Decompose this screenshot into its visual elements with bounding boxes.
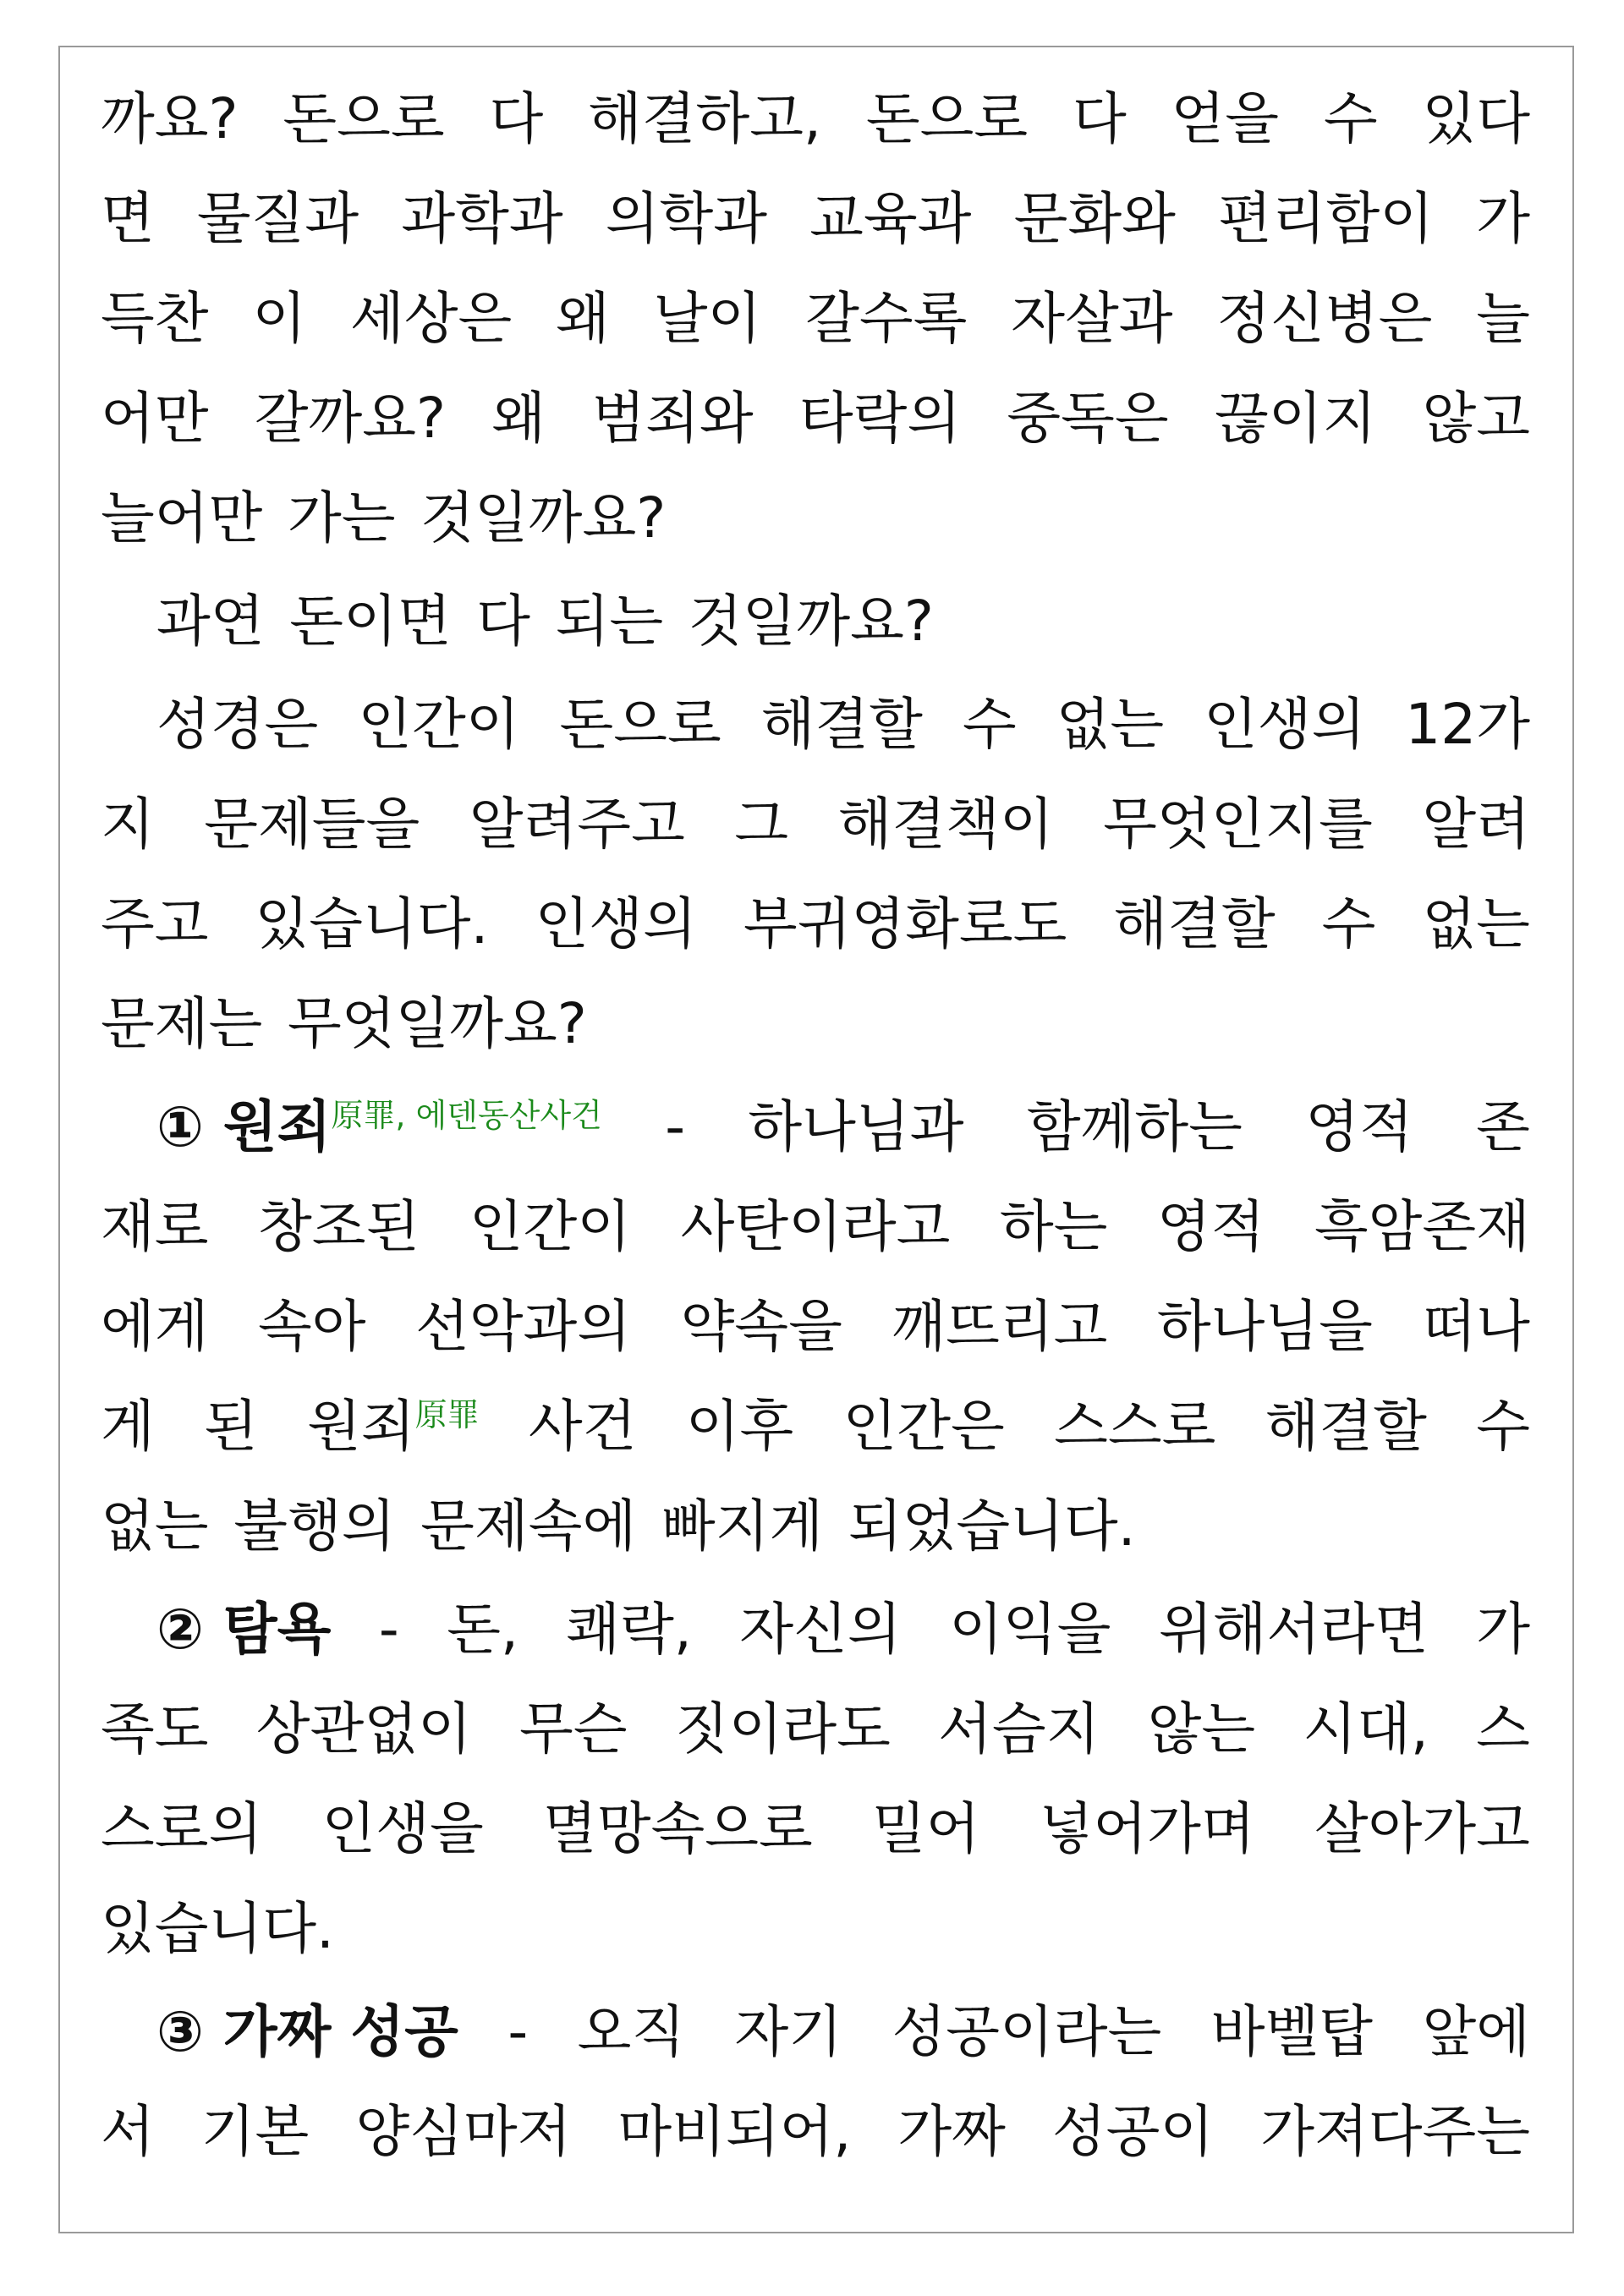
word: 인생의 — [535, 891, 697, 956]
word: 세상은 — [349, 286, 513, 351]
word: 성공이 — [1051, 2099, 1215, 2164]
word: 넣어가며 — [1039, 1796, 1255, 1861]
word: 문제는 — [101, 991, 263, 1056]
word: 무엇인지를 — [1103, 792, 1373, 857]
word: 함께하는 — [1026, 1094, 1243, 1159]
word: 알려주고 — [469, 792, 685, 857]
text-line — [101, 775, 1530, 874]
word: 돈으로 — [865, 86, 1029, 151]
word: 성경은 — [156, 692, 319, 757]
word: 가져다주는 — [1260, 2099, 1530, 2164]
word: 상관없이 — [255, 1696, 472, 1762]
document-body — [101, 69, 1530, 2182]
text-line — [101, 1879, 1530, 1979]
word: 자살과 — [1011, 286, 1173, 351]
word: 갈까요? — [254, 386, 447, 451]
word: 시대, — [1303, 1696, 1429, 1762]
word: 문화와 — [1013, 186, 1176, 251]
heading-line — [101, 1982, 1530, 2082]
word: 무슨 — [519, 1696, 628, 1762]
word: 가 — [1476, 1597, 1530, 1662]
word: 인생을 — [321, 1796, 484, 1861]
word: 하나님을 — [1156, 1294, 1373, 1359]
text-line — [101, 69, 1530, 169]
word: 갈수록 — [805, 286, 968, 351]
word: 가 — [1476, 186, 1530, 251]
word: 약속을 — [680, 1294, 842, 1359]
text-line — [101, 169, 1530, 269]
item-title: 가짜 성공 — [222, 1999, 458, 2064]
word: 어만 — [101, 386, 209, 451]
word: 없는 — [1422, 891, 1530, 956]
word: 하나님과 — [748, 1094, 964, 1159]
word: 재로 — [101, 1194, 209, 1259]
text-line — [101, 469, 1530, 568]
annotation-note: 原罪 — [414, 1396, 480, 1433]
text-line — [101, 1177, 1530, 1277]
word: 왜 — [556, 286, 610, 351]
word: 않고 — [1422, 386, 1530, 451]
word: 않는 — [1147, 1696, 1256, 1762]
word: 사탄이라고 — [680, 1194, 951, 1259]
word: 무엇일까요? — [287, 991, 587, 1056]
item-heading — [156, 1077, 602, 1177]
word: 하는 — [999, 1194, 1108, 1259]
text-line — [101, 675, 1530, 775]
word: 얻을 — [1171, 86, 1280, 151]
word: 과연 — [156, 589, 265, 654]
item-heading — [156, 1580, 331, 1680]
word: 과학과 — [401, 186, 563, 251]
word: 속아 — [258, 1294, 366, 1359]
word: 가는 — [287, 485, 396, 551]
word: 해결할 — [1113, 891, 1276, 956]
item-marker: ① — [156, 1094, 204, 1159]
word: 이 — [252, 286, 307, 351]
word: 쾌락, — [566, 1597, 692, 1662]
word: 앞에 — [1422, 1999, 1530, 2064]
word: - — [665, 1094, 686, 1159]
word: 떠나 — [1422, 1294, 1530, 1359]
word: 해결책이 — [837, 792, 1054, 857]
word: 있다 — [1422, 86, 1530, 151]
word: 밀어 — [871, 1796, 980, 1861]
item-marker: ③ — [156, 1999, 204, 2064]
word: 12가 — [1405, 692, 1530, 757]
word: 왜 — [491, 386, 546, 451]
word: 알려 — [1422, 792, 1530, 857]
text-line — [101, 369, 1530, 469]
word: 날이 — [653, 286, 762, 351]
word: 존 — [1476, 1094, 1530, 1159]
word: 되는 — [555, 589, 664, 654]
word: 멸망속으로 — [542, 1796, 813, 1861]
word: 없는 — [101, 1493, 209, 1559]
word: - — [508, 1999, 529, 2064]
text-line — [101, 2082, 1530, 2182]
word: 이익을 — [949, 1597, 1111, 1662]
heading-line — [101, 1580, 1530, 1680]
word: 짓이라도 — [674, 1696, 891, 1762]
word: 지 — [101, 792, 155, 857]
word: 양심마저 — [355, 2099, 572, 2164]
word: 수 — [1476, 1394, 1530, 1459]
word: 성공이라는 — [892, 1999, 1162, 2064]
word: 가짜 — [897, 2099, 1006, 2164]
word: 교육과 — [809, 186, 972, 251]
word: 돈, — [447, 1597, 518, 1662]
word: 되었습니다. — [848, 1493, 1136, 1559]
word-with-note — [307, 1377, 480, 1477]
word: 흑암존재 — [1314, 1194, 1530, 1259]
annotation-note: 原罪, 에덴동산사건 — [331, 1097, 602, 1134]
word: 그 — [734, 792, 789, 857]
word: 있습니다. — [101, 1896, 335, 1961]
word: 선악과의 — [415, 1294, 632, 1359]
text-line — [101, 1277, 1530, 1377]
word: 범죄와 — [591, 386, 754, 451]
heading-line — [101, 1077, 1530, 1177]
item-title: 탐욕 — [222, 1597, 332, 1662]
word: 해결하고, — [588, 86, 822, 151]
word: 된 — [204, 1394, 258, 1459]
word: 족도 — [101, 1696, 209, 1762]
word: 돈이면 — [289, 589, 452, 654]
word: 스로의 — [101, 1796, 263, 1861]
word: 빠지게 — [661, 1493, 824, 1559]
word: 문제속에 — [420, 1493, 637, 1559]
word: 창조된 — [258, 1194, 420, 1259]
text-line — [101, 874, 1530, 974]
word: 영적 — [1305, 1094, 1413, 1159]
text-line — [101, 974, 1530, 1074]
word: 인간은 — [842, 1394, 1005, 1459]
word: 다 — [476, 589, 530, 654]
word: 다 — [489, 86, 544, 151]
word: 돈으로 — [283, 86, 445, 151]
word: 돈으로 — [559, 692, 721, 757]
word: 정신병은 — [1216, 286, 1433, 351]
word: 없는 — [1056, 692, 1165, 757]
word: 스스로 — [1054, 1394, 1216, 1459]
word: 해결할 — [1265, 1394, 1427, 1459]
word: 끊이지 — [1214, 386, 1377, 451]
word: 불행의 — [233, 1493, 396, 1559]
word: 스 — [1476, 1696, 1530, 1762]
text-line — [101, 1779, 1530, 1879]
word: 물질과 — [196, 186, 359, 251]
word: 면 — [101, 186, 155, 251]
word: 게 — [101, 1394, 155, 1459]
text-line — [101, 572, 1530, 671]
word: 다 — [1072, 86, 1127, 151]
text-line — [101, 269, 1530, 369]
word: 있습니다. — [255, 891, 489, 956]
word: 사건 — [528, 1394, 637, 1459]
word: 바벨탑 — [1210, 1999, 1373, 2064]
word: 이후 — [685, 1394, 794, 1459]
word: 주고 — [101, 891, 209, 956]
word: 인간이 — [358, 692, 520, 757]
word: 늘 — [1476, 286, 1530, 351]
word: 득찬 — [101, 286, 209, 351]
word: 서 — [101, 2099, 155, 2164]
word: 서슴지 — [938, 1696, 1100, 1762]
word: 위해서라면 — [1158, 1597, 1429, 1662]
item-title: 원죄 — [222, 1094, 332, 1159]
word: 중독은 — [1007, 386, 1169, 451]
word: 것일까요? — [420, 485, 667, 551]
word: 인생의 — [1204, 692, 1366, 757]
word: 원죄 — [307, 1394, 415, 1459]
word: 문제들을 — [204, 792, 420, 857]
word: 까요? — [101, 86, 239, 151]
word: 자신의 — [739, 1597, 902, 1662]
item-heading — [156, 1982, 458, 2082]
word: 편리함이 — [1218, 186, 1435, 251]
word: 오직 — [577, 1999, 686, 2064]
item-marker: ② — [156, 1597, 204, 1662]
word: 에게 — [101, 1294, 209, 1359]
word: 기본 — [200, 2099, 310, 2164]
word: 의학과 — [605, 186, 768, 251]
word: 수 — [1323, 86, 1378, 151]
word: 해결할 — [760, 692, 923, 757]
word: 수 — [1321, 891, 1376, 956]
text-line — [101, 1477, 1530, 1576]
word: 수 — [962, 692, 1017, 757]
word: 타락의 — [798, 386, 962, 451]
word: 인간이 — [469, 1194, 632, 1259]
word: 살아가고 — [1314, 1796, 1530, 1861]
word: 것일까요? — [688, 589, 934, 654]
word: 부귀영화로도 — [743, 891, 1067, 956]
word: 늘어만 — [101, 485, 263, 551]
word: 깨뜨리고 — [892, 1294, 1108, 1359]
word: 자기 — [734, 1999, 843, 2064]
text-line — [101, 1680, 1530, 1779]
word: - — [378, 1597, 399, 1662]
word: 영적 — [1156, 1194, 1265, 1259]
text-line — [101, 1377, 1530, 1477]
word: 마비되어, — [617, 2099, 852, 2164]
